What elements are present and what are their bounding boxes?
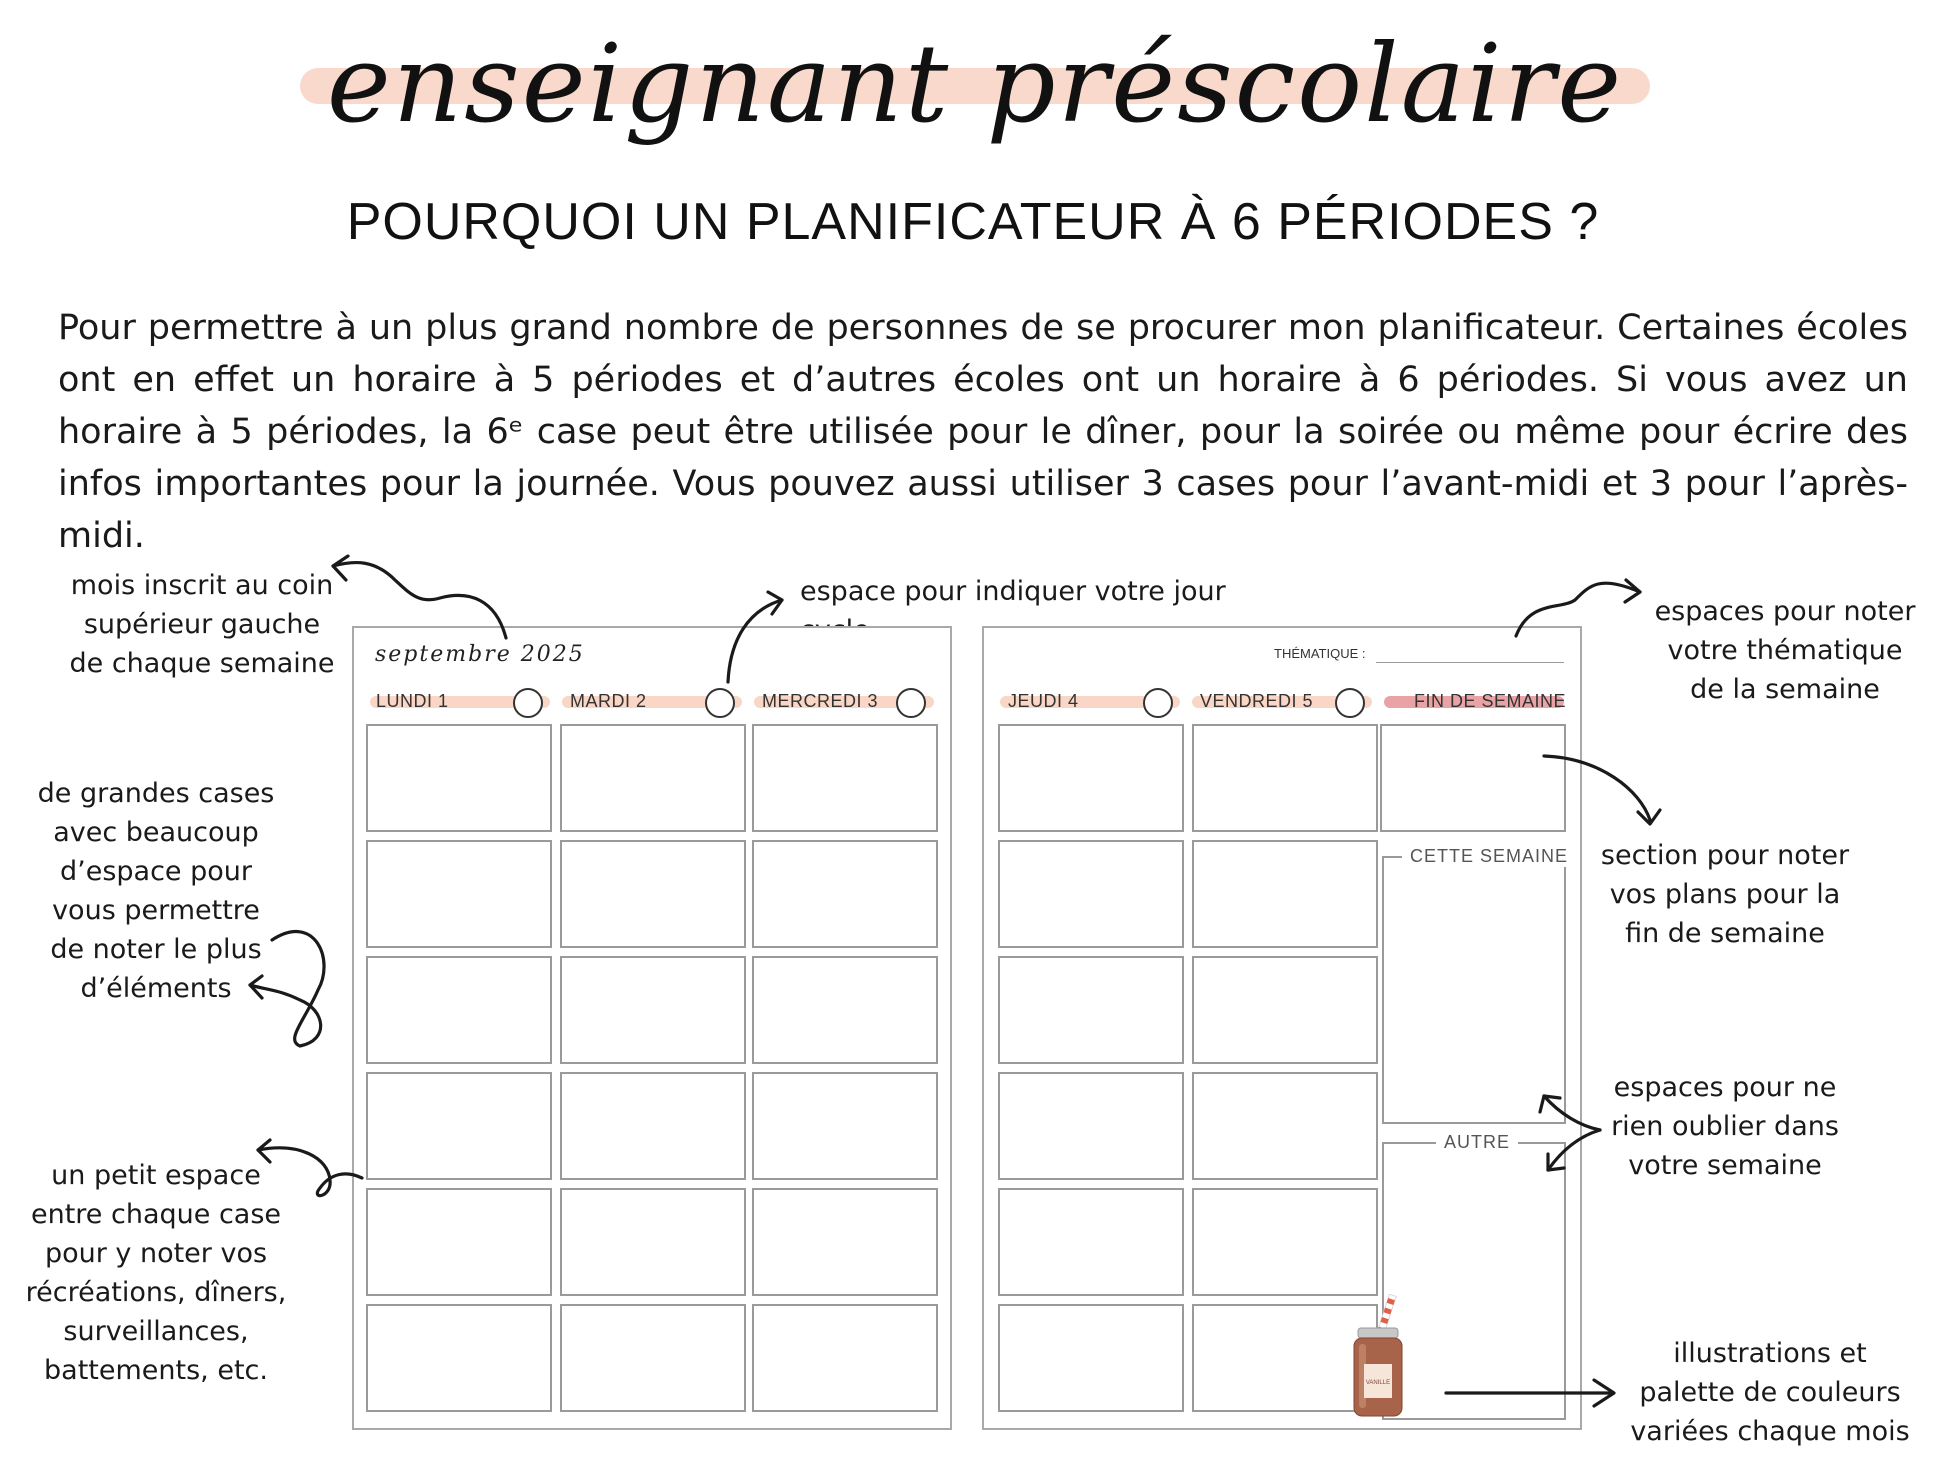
this-week-label: CETTE SEMAINE	[1402, 846, 1576, 867]
jar-label: VANILLE	[1365, 1380, 1391, 1386]
month-label: septembre 2025	[375, 642, 585, 667]
arrow-dont-forget-up	[1544, 1096, 1600, 1130]
day-label-thursday: JEUDI 4	[1008, 691, 1079, 711]
intro-paragraph: Pour permettre à un plus grand nombre de personnes de se procurer mon planificateur. Certaines écoles ont en effet un horaire à 5 périodes et d’autres écoles ont un horaire à 6 périodes. Si vous avez un horaire à 5 périodes, la 6ᵉ case peut être utilisée pour le dîner, pour la soirée ou même pour écrire des infos importantes pour la journée. Vous pouvez aussi utiliser 3 cases pour l’avant-midi et 3 pour l’après-midi.	[58, 308, 1908, 556]
day-label-wednesday: MERCREDI 3	[762, 691, 879, 711]
note-theme: espaces pour noter votre thématique de la semaine	[1654, 596, 1916, 705]
arrow-theme	[1516, 583, 1640, 636]
arrow-big-cells	[250, 932, 324, 1046]
arrowhead-small-space	[258, 1140, 270, 1162]
page-title: enseignant préscolaire	[326, 22, 1624, 147]
arrowhead-month	[333, 556, 348, 580]
day-label-tuesday: MARDI 2	[570, 691, 647, 711]
arrow-dont-forget-down	[1548, 1130, 1600, 1170]
weekend-label: FIN DE SEMAINE	[1414, 691, 1567, 711]
note-cycle: espace pour indiquer votre jour	[800, 576, 1226, 607]
day-label-friday: VENDREDI 5	[1200, 691, 1314, 711]
note-month: mois inscrit au coin supérieur gauche de chaque semaine	[69, 570, 335, 679]
arrow-small-space	[258, 1148, 362, 1196]
subtitle: POURQUOI UN PLANIFICATEUR À 6 PÉRIODES ?	[346, 193, 1600, 251]
other-label: AUTRE	[1436, 1132, 1518, 1153]
note-small-space: un petit espace entre chaque case pour y noter vos récréations, dîners, surveillances, battements, etc.	[25, 1160, 287, 1386]
arrow-month	[333, 563, 506, 638]
note-dont-forget: espaces pour ne rien oublier dans votre semaine	[1611, 1072, 1839, 1181]
day-label-monday: LUNDI 1	[376, 691, 449, 711]
arrowhead-theme	[1625, 580, 1640, 602]
note-illustrations: illustrations et palette de couleurs variées chaque mois	[1630, 1338, 1910, 1447]
note-big-cells: de grandes cases avec beaucoup d’espace pour vous permettre de noter le plus d’éléments	[37, 778, 275, 1004]
note-weekend: section pour noter vos plans pour la fin de semaine	[1600, 840, 1850, 949]
arrow-weekend	[1544, 756, 1650, 820]
theme-label: THÉMATIQUE :	[1274, 646, 1366, 661]
